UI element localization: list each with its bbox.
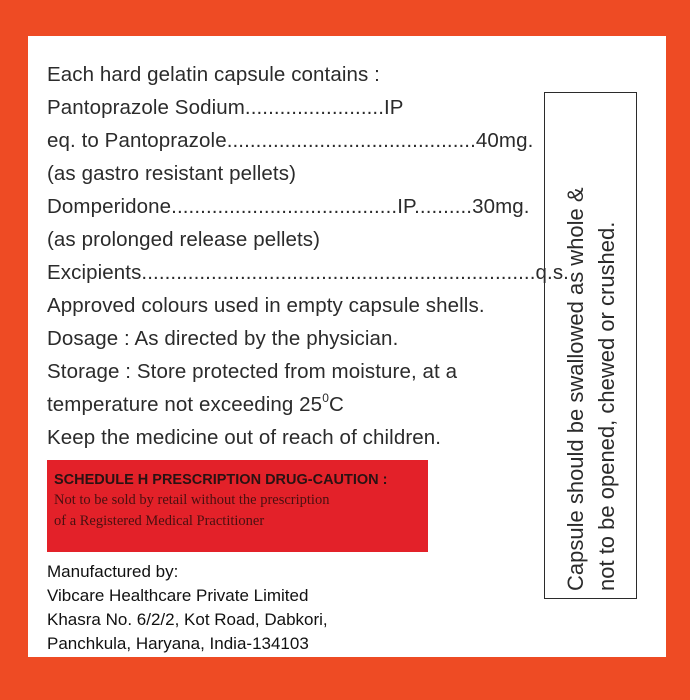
- swallow-instruction-line-1: Capsule should be swallowed as whole &: [562, 186, 588, 591]
- ingredient-domperidone: Domperidone.......................................IP..........30mg.: [47, 195, 530, 218]
- colours-note: Approved colours used in empty capsule shells.: [47, 294, 485, 317]
- degree-symbol: 0: [322, 391, 329, 405]
- manufacturer-name: Vibcare Healthcare Private Limited: [47, 586, 309, 605]
- swallow-instruction-box: [544, 92, 637, 599]
- manufacturer-address-2: Panchkula, Haryana, India-134103: [47, 634, 309, 653]
- ingredient-note-prolonged: (as prolonged release pellets): [47, 228, 321, 251]
- manufacturer-block: [47, 560, 328, 656]
- caution-line-1: Not to be sold by retail without the prescription: [54, 492, 330, 508]
- ingredient-pantoprazole-sodium: Pantoprazole Sodium........................IP: [47, 96, 404, 119]
- composition-heading: Each hard gelatin capsule contains :: [47, 63, 380, 86]
- temperature-prefix: temperature not exceeding 25: [47, 393, 323, 416]
- temperature-unit: C: [328, 393, 344, 416]
- composition-block: [47, 58, 569, 454]
- caution-line-2: of a Registered Medical Practitioner: [54, 513, 265, 529]
- swallow-instruction-text: [560, 101, 622, 591]
- ingredient-excipients: Excipients....................................................................q.s.: [47, 261, 569, 284]
- schedule-h-caution-box: [47, 460, 428, 552]
- ingredient-note-gastro: (as gastro resistant pellets): [47, 162, 296, 185]
- children-warning: Keep the medicine out of reach of children.: [47, 426, 442, 449]
- ingredient-pantoprazole-eq: eq. to Pantoprazole...........................................40mg.: [47, 129, 534, 152]
- manufacturer-heading: Manufactured by:: [47, 562, 179, 581]
- dosage-text: Dosage : As directed by the physician.: [47, 327, 399, 350]
- manufacturer-address-1: Khasra No. 6/2/2, Kot Road, Dabkori,: [47, 610, 328, 629]
- storage-text: Storage : Store protected from moisture, at a: [47, 360, 458, 383]
- storage-temperature: [47, 388, 547, 421]
- swallow-instruction-line-2: not to be opened, chewed or crushed.: [593, 221, 619, 591]
- caution-title: SCHEDULE H PRESCRIPTION DRUG-CAUTION :: [54, 472, 388, 488]
